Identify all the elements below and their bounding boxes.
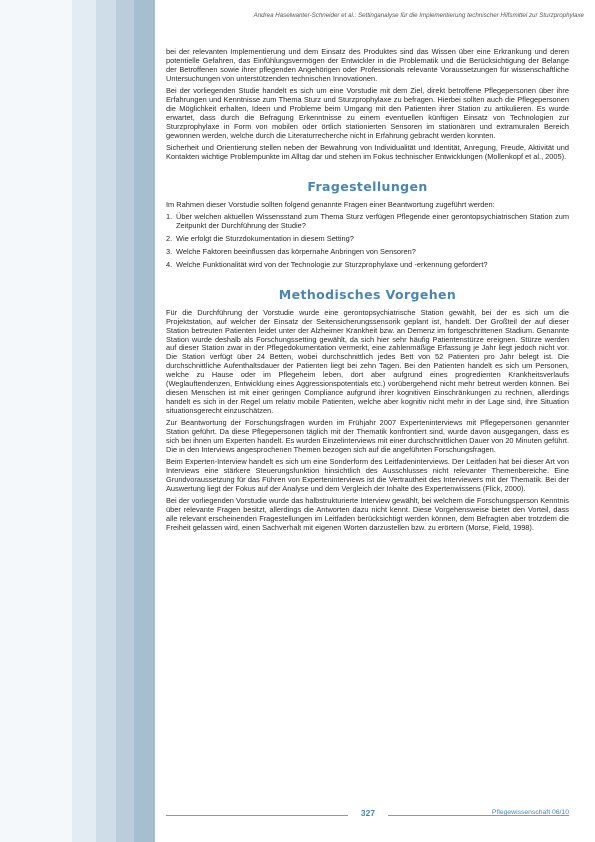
body-paragraph: Im Rahmen dieser Vorstudie sollten folgend genannte Fragen einer Beantwortung zugeführt werden: [166, 199, 495, 209]
page-number: 327 [348, 808, 388, 818]
list-item-number: 3. [166, 247, 173, 256]
section-heading-questions: Fragestellungen [307, 178, 428, 194]
list-item-text: Welche Faktoren beeinflussen das körpernahe Anbringen von Sensoren? [176, 247, 416, 256]
list-item-text: Wie erfolgt die Sturzdokumentation in diesem Setting? [176, 234, 354, 244]
list-item [166, 248, 569, 257]
article-body [166, 48, 569, 537]
list-item-text: Über welchen aktuellen Wissensstand zum Thema Sturz verfügen Pflegende einer gerontopsychiatrischen Station zum Zeitpunkt der Durchführung der Studie? [176, 212, 569, 231]
list-item-number: 4. [166, 259, 173, 269]
body-paragraph: Bei der vorliegenden Studie handelt es sich um eine Vorstudie mit dem Ziel, direkt betroffene Pflegepersonen über ihre Erfahrungen und Kenntnisse zum Thema Sturz und Sturzprophylaxe zu befragen. Hierbei sollten auch die Pflegepersonen die Möglichkeit erhalten, Ideen und Probleme beim Umgang mit den Patienten ihrer Station zu artikulieren. Es wurde erwartet, dass durch die Befragung Erkenntnisse zu einem eventuellen künftigen Einsatz von Technologien zur Sturzprophylaxe in Form von mobilen oder örtlich stationierten Sensoren im stationären und extramuralen Bereich gewonnen werden, welche durch die Literaturrecherche nicht in Erfahrung gebracht werden konnten. [166, 86, 569, 140]
margin-stripe [0, 0, 72, 842]
body-paragraph: Zur Beantwortung der Forschungsfragen wurden im Frühjahr 2007 Experteninterviews mit Pflegepersonen genannter Station geführt. Da diese Pflegepersonen täglich mit der Thematik konfrontiert sind, wurde davon ausgegangen, dass es sich bei ihnen um Experten handelt. Es wurden Einzelinterviews mit einer durchschnittlichen Dauer von 20 Minuten geführt. Die in den Interviews angesprochenen Themen bezogen sich auf die angeführten Forschungsfragen. [166, 418, 570, 454]
journal-name: Pflegewissenschaft 06/10 [491, 809, 569, 816]
body-paragraph: bei der relevanten Implementierung und dem Einsatz des Produktes sind das Wissen über eine Erkrankung und deren potentielle Gefahren, das Einfühlungsvermögen der Entwickler in die Problematik und die Berücksichtigung der Belange der Betroffenen sowie ihrer pflegenden Angehörigen oder Professionals relevante Voraussetzungen für wissenschaftliche Untersuchungen von unterstützenden technischen Innovationen. [166, 47, 569, 83]
list-item [166, 213, 569, 231]
list-item-number: 1. [166, 212, 173, 222]
research-questions-list [166, 213, 569, 270]
body-paragraph: Für die Durchführung der Vorstudie wurde eine gerontopsychiatrische Station gewählt, bei der es sich um die Projektstation, auf welcher der Einsatz der Seitensicherungssensorik geplant ist, handelt. Der Großteil der auf dieser Station betreuten Patienten leidet unter der Alzheimer Krankheit bzw. an Demenz im fortgeschrittenen Stadium. Genannte Station wurde deshalb als Forschungssetting gewählt, da sich hier sehr häufig Patientenstürze ereignen. Stürze werden auf dieser Station zwar in der Pflegedokumentation vermerkt, eine zahlenmäßige Erfassung je Jahr liegt jedoch nicht vor. Die Station verfügt über 24 Betten, wobei durchschnittlich jedes Bett von 52 Patienten pro Jahr belegt ist. Die durchschnittliche Aufenthaltsdauer der Patienten liegt bei zehn Tagen. Bei den Patienten handelt es sich um Personen, welche zu Hause oder im Pflegeheim leben, dort aber aufgrund eines progredienten Krankheitsverlaufs (Weglauftendenzen, Entwicklung eines Aggressionspotentials etc.) vorübergehend nicht mehr betreut werden können. Bei diesen Menschen ist mit einer geringen Compliance aufgrund ihrer kognitiven Einschränkungen zu rechnen, allerdings handelt es sich in der Regel um relativ mobile Patienten, welche aber kognitiv nicht mehr in der Lage sind, ihre Situation situationsgerecht einzuschätzen. [166, 307, 569, 415]
body-paragraph: Sicherheit und Orientierung stellen neben der Bewahrung von Individualität und Identität, Anregung, Freude, Aktivität und Kontakten wichtige Problempunkte im Alltag dar und stehen im Fokus technischer Entwicklungen (Mollenkopf et al., 2005). [166, 143, 569, 161]
body-paragraph: Bei der vorliegenden Vorstudie wurde das halbstrukturierte Interview gewählt, bei welchem die Forschungsperson Kenntnis über relevante Fragen besitzt, allerdings die Antworten dazu nicht kennt. Diese Vorgehensweise bietet den Vorteil, dass alle relevant erscheinenden Fragestellungen im Leitfaden berücksichtigt werden können, dem Befragten aber trotzdem die Freiheit gelassen wird, einen Sachverhalt mit eigenen Worten darzustellen bzw. zu erörtern (Morse, Field, 1998). [166, 496, 569, 533]
decorative-margin-stripes [0, 0, 155, 842]
running-header: Andrea Haselwanter-Schneider et al.: Settinganalyse für die Implementierung technischer Hilfsmittel zur Sturzprophylaxe [253, 12, 584, 19]
body-paragraph: Beim Experten-Interview handelt es sich um eine Sonderform des Leitfadeninterviews. Der Leitfaden hat bei dieser Art von Interviews eine stärkere Steuerungsfunktion hinsichtlich des Ausschlusses nicht relevanter Themenbereiche. Eine Grundvoraussetzung für das Führen von Experteninterviews ist die Vertrautheit des Interviewers mit der Thematik. Bei der Auswertung liegt der Fokus auf der Analyse und dem Vergleich der Inhalte des Expertenwissens (Flick, 2000). [166, 457, 569, 494]
list-item [166, 235, 569, 244]
margin-stripe [72, 0, 96, 842]
section-heading-method: Methodisches Vorgehen [278, 286, 457, 302]
list-item-number: 2. [166, 234, 173, 244]
margin-stripe [96, 0, 116, 842]
list-item-text: Welche Funktionalität wird von der Technologie zur Sturzprophylaxe und -erkennung gefordert? [176, 259, 488, 269]
margin-stripe [116, 0, 134, 842]
margin-stripe [134, 0, 155, 842]
list-item [166, 261, 569, 270]
